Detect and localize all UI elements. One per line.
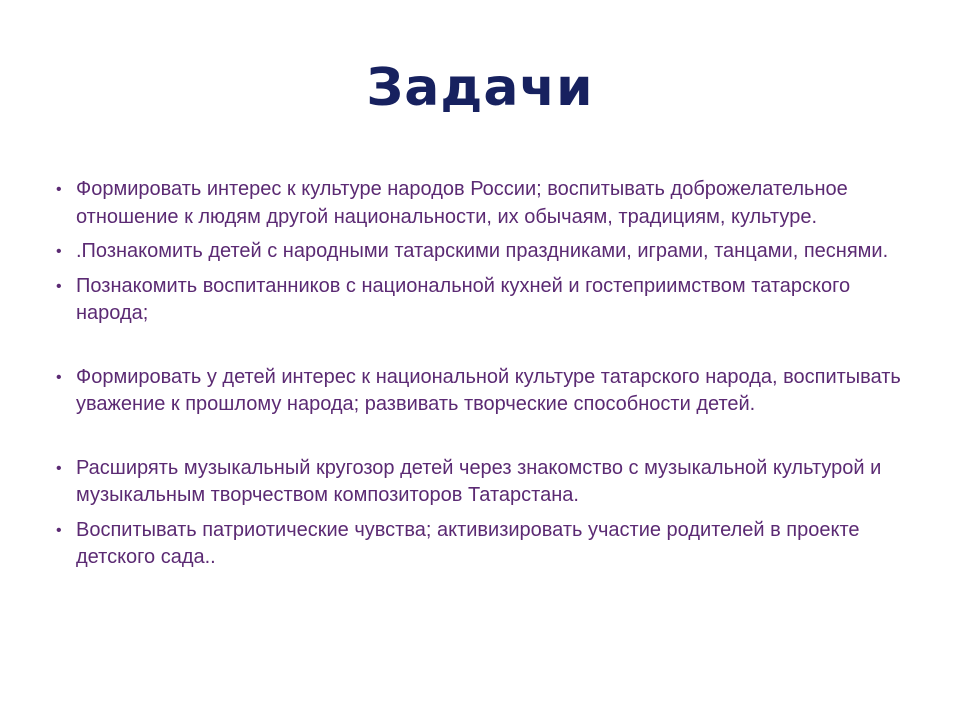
list-item-text: .Познакомить детей с народными татарскими праздниками, играми, танцами, песнями. bbox=[76, 240, 889, 262]
bullet-icon: • bbox=[56, 243, 62, 260]
list-item bbox=[56, 517, 906, 572]
list-item-text: Познакомить воспитанников с национальной кухней и гостеприимством татарского народа; bbox=[76, 274, 851, 324]
list-item-text: Расширять музыкальный кругозор детей через знакомство с музыкальной культурой и музыкальным творчеством композиторов Татарстана. bbox=[76, 456, 882, 506]
list-item-text: Формировать интерес к культуре народов России; воспитывать доброжелательное отношение к людям другой национальности, их обычаям, традициям, культуре. bbox=[76, 178, 848, 228]
list-item bbox=[56, 176, 906, 231]
bullet-icon: • bbox=[56, 368, 62, 386]
bullet-icon: • bbox=[56, 277, 62, 295]
bullet-icon: • bbox=[56, 181, 62, 198]
list-item-text: Воспитывать патриотические чувства; активизировать участие родителей в проекте детского сада.. bbox=[76, 518, 860, 568]
list-item bbox=[56, 238, 906, 266]
bullet-icon: • bbox=[56, 459, 62, 477]
bullet-icon: • bbox=[56, 521, 62, 539]
slide-title: Задачи bbox=[366, 58, 594, 118]
list-item-text: Формировать у детей интерес к национальной культуре татарского народа, воспитывать уважение к прошлому народа; развивать творческие способности детей. bbox=[76, 365, 901, 415]
task-list bbox=[56, 176, 906, 572]
list-item bbox=[56, 273, 906, 328]
list-item bbox=[56, 455, 906, 510]
list-item bbox=[56, 364, 906, 419]
